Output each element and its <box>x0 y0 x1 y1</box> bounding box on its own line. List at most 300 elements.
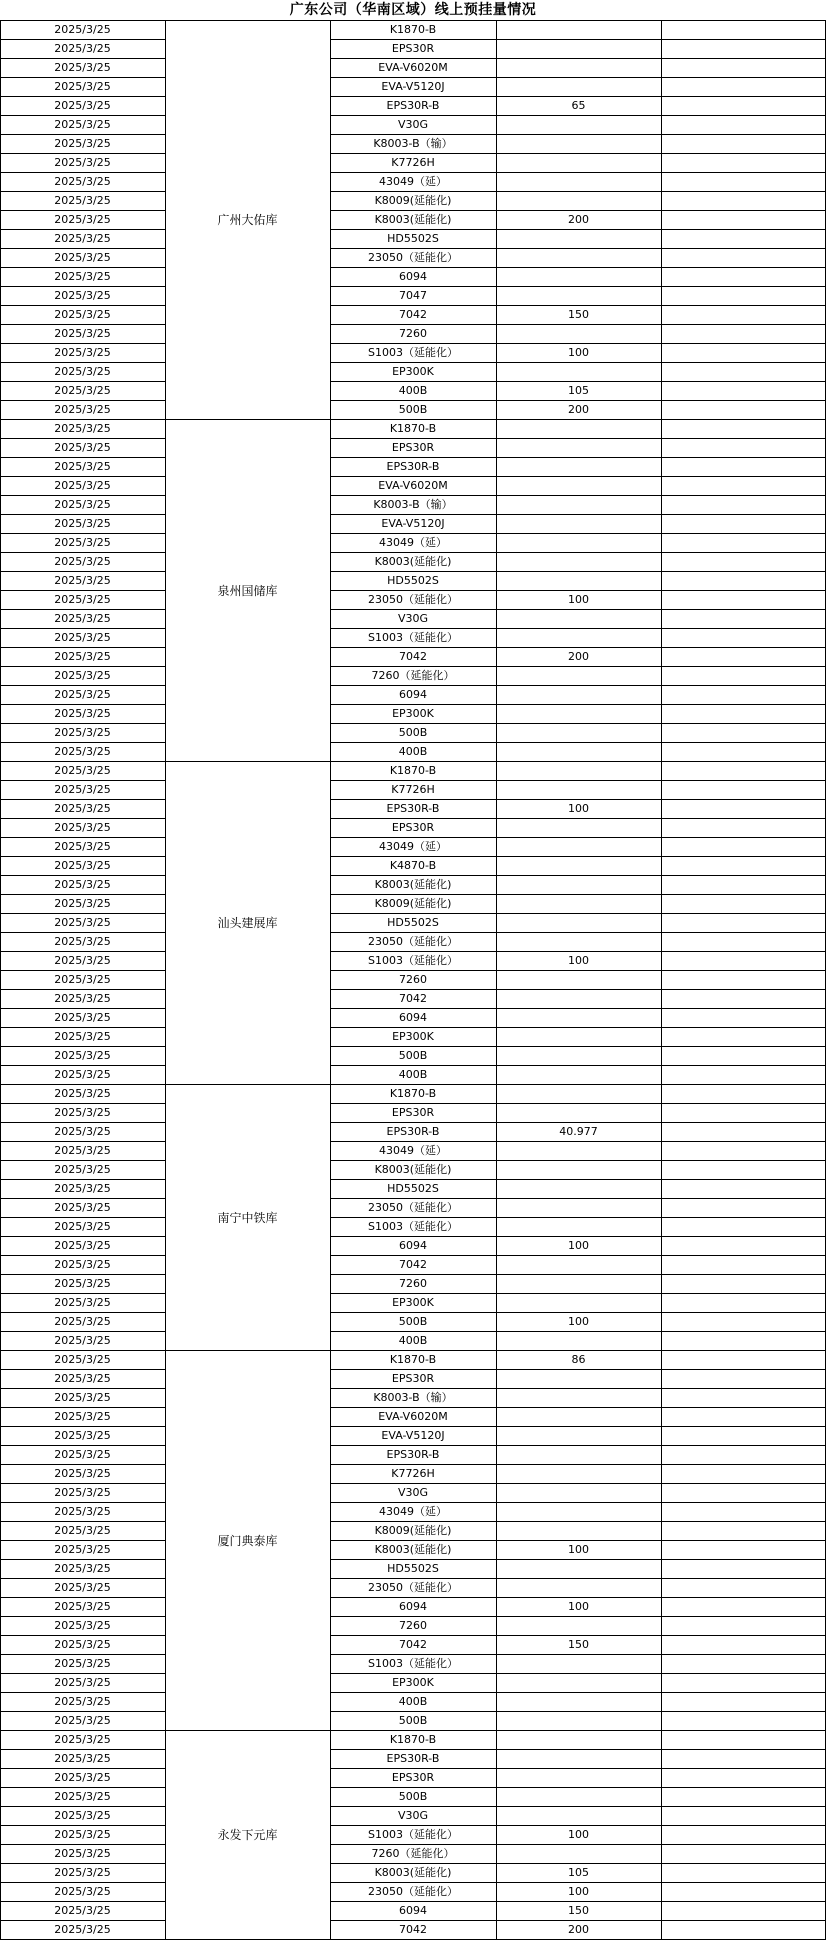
product-cell: K8003-B（输） <box>373 137 453 150</box>
quantity-cell <box>496 1388 661 1407</box>
quantity-cell <box>496 1331 661 1350</box>
product-cell: HD5502S <box>387 232 439 245</box>
quantity-cell <box>496 1521 661 1540</box>
product-cell: 7047 <box>399 289 427 302</box>
quantity-cell: 105 <box>568 1866 589 1879</box>
quantity-cell <box>496 970 661 989</box>
quantity-cell <box>496 1426 661 1445</box>
quantity-cell: 200 <box>568 213 589 226</box>
quantity-cell <box>496 1578 661 1597</box>
quantity-cell <box>496 742 661 761</box>
date-cell: 2025/3/25 <box>54 42 111 55</box>
date-cell: 2025/3/25 <box>54 1125 111 1138</box>
date-cell: 2025/3/25 <box>54 270 111 283</box>
date-cell: 2025/3/25 <box>54 1106 111 1119</box>
date-cell: 2025/3/25 <box>54 1695 111 1708</box>
date-cell: 2025/3/25 <box>54 821 111 834</box>
date-cell: 2025/3/25 <box>54 441 111 454</box>
product-cell: 400B <box>398 384 428 397</box>
date-cell: 2025/3/25 <box>54 1885 111 1898</box>
product-cell: 6094 <box>399 1904 427 1917</box>
product-cell: 7260 <box>399 1277 427 1290</box>
date-cell: 2025/3/25 <box>54 1448 111 1461</box>
quantity-cell <box>496 1483 661 1502</box>
date-cell: 2025/3/25 <box>54 232 111 245</box>
product-cell: EVA-V5120J <box>381 1429 445 1442</box>
date-cell: 2025/3/25 <box>54 1619 111 1632</box>
quantity-cell <box>496 1217 661 1236</box>
product-cell: 43049（延） <box>379 536 447 549</box>
product-cell: 23050（延能化） <box>368 1885 458 1898</box>
date-cell: 2025/3/25 <box>54 707 111 720</box>
product-cell: EP300K <box>392 1676 434 1689</box>
product-cell: K7726H <box>391 1467 435 1480</box>
product-cell: EPS30R-B <box>386 99 440 112</box>
date-cell: 2025/3/25 <box>54 1562 111 1575</box>
quantity-cell: 105 <box>568 384 589 397</box>
date-cell: 2025/3/25 <box>54 1866 111 1879</box>
product-cell: 6094 <box>399 688 427 701</box>
date-cell: 2025/3/25 <box>54 251 111 264</box>
product-cell: 7042 <box>399 1638 427 1651</box>
quantity-cell <box>496 1445 661 1464</box>
date-cell: 2025/3/25 <box>54 479 111 492</box>
date-cell: 2025/3/25 <box>54 992 111 1005</box>
quantity-cell <box>496 1749 661 1768</box>
quantity-cell <box>496 666 661 685</box>
product-cell: EPS30R-B <box>386 1125 440 1138</box>
product-cell: HD5502S <box>387 574 439 587</box>
quantity-cell: 100 <box>568 593 589 606</box>
date-cell: 2025/3/25 <box>54 1220 111 1233</box>
quantity-cell <box>496 1787 661 1806</box>
date-cell: 2025/3/25 <box>54 783 111 796</box>
date-cell: 2025/3/25 <box>54 1049 111 1062</box>
quantity-cell: 100 <box>568 1315 589 1328</box>
product-cell: 400B <box>398 745 428 758</box>
product-cell: EP300K <box>392 707 434 720</box>
date-cell: 2025/3/25 <box>54 1828 111 1841</box>
product-cell: EPS30R <box>391 441 435 454</box>
date-cell: 2025/3/25 <box>54 1809 111 1822</box>
date-cell: 2025/3/25 <box>54 669 111 682</box>
product-cell: 7042 <box>399 308 427 321</box>
product-cell: 500B <box>398 1315 428 1328</box>
quantity-cell <box>496 1692 661 1711</box>
product-cell: K8003-B（输） <box>373 1391 453 1404</box>
product-cell: 6094 <box>399 270 427 283</box>
quantity-cell <box>496 476 661 495</box>
product-cell: EPS30R <box>391 1106 435 1119</box>
quantity-cell <box>496 1160 661 1179</box>
quantity-cell <box>496 1559 661 1578</box>
grid-line <box>330 20 331 1940</box>
quantity-cell <box>496 495 661 514</box>
quantity-cell <box>496 1103 661 1122</box>
quantity-cell <box>496 438 661 457</box>
date-cell: 2025/3/25 <box>54 1581 111 1594</box>
date-cell: 2025/3/25 <box>54 764 111 777</box>
product-cell: HD5502S <box>387 916 439 929</box>
product-cell: 7042 <box>399 1923 427 1936</box>
quantity-cell <box>496 1730 661 1749</box>
date-cell: 2025/3/25 <box>54 1239 111 1252</box>
date-cell: 2025/3/25 <box>54 935 111 948</box>
product-cell: 7042 <box>399 650 427 663</box>
product-cell: 6094 <box>399 1011 427 1024</box>
quantity-cell: 65 <box>571 99 586 112</box>
product-cell: 7260 <box>399 973 427 986</box>
date-cell: 2025/3/25 <box>54 1068 111 1081</box>
date-cell: 2025/3/25 <box>54 593 111 606</box>
date-cell: 2025/3/25 <box>54 612 111 625</box>
product-cell: 7260 <box>399 327 427 340</box>
quantity-cell <box>496 571 661 590</box>
product-cell: K1870-B <box>389 23 437 36</box>
product-cell: K1870-B <box>389 764 437 777</box>
product-cell: K8003(延能化) <box>374 1866 452 1879</box>
product-cell: V30G <box>397 1486 429 1499</box>
quantity-cell <box>496 267 661 286</box>
date-cell: 2025/3/25 <box>54 1771 111 1784</box>
product-cell: EPS30R-B <box>386 1752 440 1765</box>
date-cell: 2025/3/25 <box>54 403 111 416</box>
product-cell: K7726H <box>391 783 435 796</box>
date-cell: 2025/3/25 <box>54 308 111 321</box>
grid-line <box>496 20 497 1940</box>
product-cell: 7260 <box>399 1619 427 1632</box>
quantity-cell <box>496 1464 661 1483</box>
product-cell: K1870-B <box>389 422 437 435</box>
quantity-cell <box>496 761 661 780</box>
product-cell: 500B <box>398 1790 428 1803</box>
quantity-cell: 100 <box>568 346 589 359</box>
product-cell: S1003（延能化） <box>368 346 458 359</box>
quantity-cell <box>496 362 661 381</box>
quantity-cell <box>496 172 661 191</box>
quantity-cell <box>496 1065 661 1084</box>
date-cell: 2025/3/25 <box>54 688 111 701</box>
quantity-cell: 150 <box>568 1638 589 1651</box>
product-cell: K1870-B <box>389 1353 437 1366</box>
date-cell: 2025/3/25 <box>54 1505 111 1518</box>
quantity-cell: 100 <box>568 1239 589 1252</box>
quantity-cell <box>496 1293 661 1312</box>
date-cell: 2025/3/25 <box>54 555 111 568</box>
date-cell: 2025/3/25 <box>54 1524 111 1537</box>
warehouse-cell: 广州大佑库 <box>217 213 278 227</box>
quantity-cell <box>496 628 661 647</box>
quantity-cell <box>496 704 661 723</box>
quantity-cell <box>496 229 661 248</box>
product-cell: EP300K <box>392 1030 434 1043</box>
product-cell: EVA-V5120J <box>381 80 445 93</box>
product-cell: S1003（延能化） <box>368 1657 458 1670</box>
product-cell: 500B <box>398 403 428 416</box>
date-cell: 2025/3/25 <box>54 650 111 663</box>
quantity-cell: 200 <box>568 403 589 416</box>
product-cell: S1003（延能化） <box>368 1220 458 1233</box>
quantity-cell <box>496 1502 661 1521</box>
product-cell: 7260（延能化） <box>371 669 455 682</box>
product-cell: 23050（延能化） <box>368 251 458 264</box>
quantity-cell: 100 <box>568 1600 589 1613</box>
date-cell: 2025/3/25 <box>54 1087 111 1100</box>
date-cell: 2025/3/25 <box>54 1543 111 1556</box>
date-cell: 2025/3/25 <box>54 1752 111 1765</box>
quantity-cell <box>496 514 661 533</box>
quantity-cell <box>496 989 661 1008</box>
quantity-cell <box>496 191 661 210</box>
product-cell: EVA-V6020M <box>378 61 448 74</box>
product-cell: 43049（延） <box>379 1505 447 1518</box>
quantity-cell <box>496 324 661 343</box>
date-cell: 2025/3/25 <box>54 745 111 758</box>
quantity-cell: 100 <box>568 802 589 815</box>
product-cell: K8003(延能化) <box>374 1163 452 1176</box>
date-cell: 2025/3/25 <box>54 99 111 112</box>
date-cell: 2025/3/25 <box>54 156 111 169</box>
quantity-cell <box>496 837 661 856</box>
product-cell: EVA-V6020M <box>378 1410 448 1423</box>
product-cell: 500B <box>398 1049 428 1062</box>
product-cell: 23050（延能化） <box>368 935 458 948</box>
product-cell: EPS30R-B <box>386 460 440 473</box>
product-cell: 6094 <box>399 1239 427 1252</box>
date-cell: 2025/3/25 <box>54 1847 111 1860</box>
product-cell: 7260（延能化） <box>371 1847 455 1860</box>
quantity-cell <box>496 58 661 77</box>
date-cell: 2025/3/25 <box>54 1144 111 1157</box>
quantity-cell: 100 <box>568 1885 589 1898</box>
product-cell: 7042 <box>399 1258 427 1271</box>
quantity-cell <box>496 20 661 39</box>
product-cell: K8009(延能化) <box>374 194 452 207</box>
date-cell: 2025/3/25 <box>54 859 111 872</box>
date-cell: 2025/3/25 <box>54 1372 111 1385</box>
date-cell: 2025/3/25 <box>54 1011 111 1024</box>
quantity-cell <box>496 1008 661 1027</box>
product-cell: 23050（延能化） <box>368 1201 458 1214</box>
product-cell: 23050（延能化） <box>368 593 458 606</box>
date-cell: 2025/3/25 <box>54 1714 111 1727</box>
date-cell: 2025/3/25 <box>54 346 111 359</box>
product-cell: EPS30R-B <box>386 802 440 815</box>
quantity-cell <box>496 1654 661 1673</box>
product-cell: K8003(延能化) <box>374 1543 452 1556</box>
product-cell: EP300K <box>392 365 434 378</box>
product-cell: K8003(延能化) <box>374 213 452 226</box>
date-cell: 2025/3/25 <box>54 1258 111 1271</box>
date-cell: 2025/3/25 <box>54 916 111 929</box>
date-cell: 2025/3/25 <box>54 536 111 549</box>
quantity-cell: 150 <box>568 1904 589 1917</box>
quantity-cell <box>496 1141 661 1160</box>
quantity-cell <box>496 533 661 552</box>
quantity-cell: 86 <box>571 1353 586 1366</box>
warehouse-cell: 泉州国储库 <box>217 583 278 598</box>
quantity-cell <box>496 77 661 96</box>
warehouse-cell: 南宁中铁库 <box>217 1210 278 1225</box>
quantity-cell <box>496 875 661 894</box>
product-cell: EPS30R <box>391 821 435 834</box>
quantity-cell <box>496 780 661 799</box>
product-cell: 7042 <box>399 992 427 1005</box>
quantity-cell <box>496 39 661 58</box>
date-cell: 2025/3/25 <box>54 61 111 74</box>
product-cell: 43049（延） <box>379 1144 447 1157</box>
quantity-cell: 150 <box>568 308 589 321</box>
date-cell: 2025/3/25 <box>54 327 111 340</box>
date-cell: 2025/3/25 <box>54 517 111 530</box>
date-cell: 2025/3/25 <box>54 1410 111 1423</box>
date-cell: 2025/3/25 <box>54 1277 111 1290</box>
product-cell: K8003(延能化) <box>374 555 452 568</box>
date-cell: 2025/3/25 <box>54 1733 111 1746</box>
quantity-cell <box>496 1027 661 1046</box>
quantity-cell: 100 <box>568 1828 589 1841</box>
quantity-cell: 200 <box>568 1923 589 1936</box>
product-cell: 6094 <box>399 1600 427 1613</box>
warehouse-cell: 汕头建展库 <box>217 916 278 930</box>
quantity-cell <box>496 1084 661 1103</box>
product-cell: K1870-B <box>389 1733 437 1746</box>
date-cell: 2025/3/25 <box>54 498 111 511</box>
product-cell: 43049（延） <box>379 840 447 853</box>
date-cell: 2025/3/25 <box>54 175 111 188</box>
date-cell: 2025/3/25 <box>54 1391 111 1404</box>
date-cell: 2025/3/25 <box>54 118 111 131</box>
product-cell: 400B <box>398 1695 428 1708</box>
product-cell: K8003(延能化) <box>374 878 452 891</box>
warehouse-cell: 厦门典泰库 <box>217 1533 278 1548</box>
date-cell: 2025/3/25 <box>54 1467 111 1480</box>
date-cell: 2025/3/25 <box>54 897 111 910</box>
quantity-cell <box>496 1274 661 1293</box>
product-cell: K8009(延能化) <box>374 897 452 910</box>
grid-line <box>661 20 662 1940</box>
product-cell: EPS30R <box>391 1372 435 1385</box>
quantity-cell <box>496 153 661 172</box>
product-cell: V30G <box>397 118 429 131</box>
quantity-cell <box>496 1673 661 1692</box>
date-cell: 2025/3/25 <box>54 1201 111 1214</box>
product-cell: K4870-B <box>389 859 437 872</box>
product-cell: HD5502S <box>387 1562 439 1575</box>
product-cell: 500B <box>398 726 428 739</box>
product-cell: V30G <box>397 612 429 625</box>
date-cell: 2025/3/25 <box>54 365 111 378</box>
quantity-cell <box>496 457 661 476</box>
date-cell: 2025/3/25 <box>54 194 111 207</box>
quantity-cell <box>496 1806 661 1825</box>
date-cell: 2025/3/25 <box>54 1163 111 1176</box>
date-cell: 2025/3/25 <box>54 954 111 967</box>
quantity-cell: 100 <box>568 954 589 967</box>
date-cell: 2025/3/25 <box>54 1486 111 1499</box>
quantity-cell: 200 <box>568 650 589 663</box>
product-cell: EVA-V5120J <box>381 517 445 530</box>
quantity-cell <box>496 248 661 267</box>
product-cell: EPS30R <box>391 1771 435 1784</box>
date-cell: 2025/3/25 <box>54 80 111 93</box>
date-cell: 2025/3/25 <box>54 137 111 150</box>
quantity-cell: 100 <box>568 1543 589 1556</box>
product-cell: EP300K <box>392 1296 434 1309</box>
date-cell: 2025/3/25 <box>54 289 111 302</box>
date-cell: 2025/3/25 <box>54 1923 111 1936</box>
date-cell: 2025/3/25 <box>54 1638 111 1651</box>
product-cell: EPS30R <box>391 42 435 55</box>
product-cell: 23050（延能化） <box>368 1581 458 1594</box>
product-cell: K8003-B（输） <box>373 498 453 511</box>
date-cell: 2025/3/25 <box>54 802 111 815</box>
date-cell: 2025/3/25 <box>54 1315 111 1328</box>
quantity-cell <box>496 1407 661 1426</box>
date-cell: 2025/3/25 <box>54 460 111 473</box>
quantity-cell <box>496 552 661 571</box>
date-cell: 2025/3/25 <box>54 726 111 739</box>
date-cell: 2025/3/25 <box>54 574 111 587</box>
date-cell: 2025/3/25 <box>54 1353 111 1366</box>
quantity-cell <box>496 932 661 951</box>
quantity-cell <box>496 723 661 742</box>
quantity-cell <box>496 134 661 153</box>
quantity-cell: 40.977 <box>559 1125 598 1138</box>
warehouse-cell: 永发下元库 <box>217 1828 278 1842</box>
grid-line <box>0 20 1 1940</box>
date-cell: 2025/3/25 <box>54 631 111 644</box>
quantity-cell <box>496 1844 661 1863</box>
date-cell: 2025/3/25 <box>54 384 111 397</box>
product-cell: EVA-V6020M <box>378 479 448 492</box>
date-cell: 2025/3/25 <box>54 1600 111 1613</box>
quantity-cell <box>496 1255 661 1274</box>
quantity-cell <box>496 856 661 875</box>
quantity-cell <box>496 1616 661 1635</box>
date-cell: 2025/3/25 <box>54 1334 111 1347</box>
sheet-title: 广东公司（华南区域）线上预挂量情况 <box>289 2 537 18</box>
product-cell: EPS30R-B <box>386 1448 440 1461</box>
quantity-cell <box>496 1179 661 1198</box>
product-cell: K1870-B <box>389 1087 437 1100</box>
date-cell: 2025/3/25 <box>54 1182 111 1195</box>
date-cell: 2025/3/25 <box>54 1790 111 1803</box>
quantity-cell <box>496 894 661 913</box>
product-cell: 500B <box>398 1714 428 1727</box>
date-cell: 2025/3/25 <box>54 422 111 435</box>
product-cell: S1003（延能化） <box>368 954 458 967</box>
date-cell: 2025/3/25 <box>54 1429 111 1442</box>
quantity-cell <box>496 818 661 837</box>
product-cell: S1003（延能化） <box>368 631 458 644</box>
product-cell: V30G <box>397 1809 429 1822</box>
product-cell: 43049（延） <box>379 175 447 188</box>
product-cell: 400B <box>398 1334 428 1347</box>
product-cell: K8009(延能化) <box>374 1524 452 1537</box>
quantity-cell <box>496 913 661 932</box>
quantity-cell <box>496 1711 661 1730</box>
quantity-cell <box>496 419 661 438</box>
date-cell: 2025/3/25 <box>54 213 111 226</box>
grid-line <box>165 20 166 1940</box>
product-cell: 400B <box>398 1068 428 1081</box>
date-cell: 2025/3/25 <box>54 1030 111 1043</box>
date-cell: 2025/3/25 <box>54 1676 111 1689</box>
product-cell: S1003（延能化） <box>368 1828 458 1841</box>
date-cell: 2025/3/25 <box>54 1657 111 1670</box>
quantity-cell <box>496 115 661 134</box>
